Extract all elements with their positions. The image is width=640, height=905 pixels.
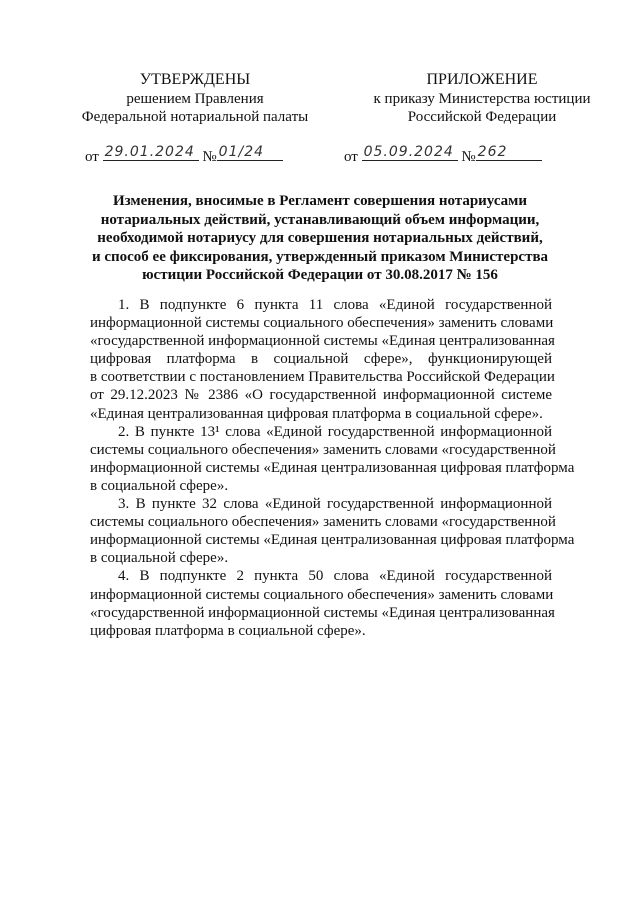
number-sign: № bbox=[202, 149, 217, 165]
text-line: информационной системы социального обеспечения» заменить словами bbox=[90, 586, 554, 603]
appendix-line: Российской Федерации bbox=[407, 109, 557, 125]
text-line: информационной системы «Единая централизованная цифровая платформа bbox=[90, 459, 575, 476]
text-line: 4. В подпункте 2 пункта 50 слова «Единой государственной bbox=[118, 568, 552, 585]
approval-block bbox=[65, 71, 325, 127]
date-prefix: от bbox=[344, 149, 358, 165]
text-line: от 29.12.2023 № 2386 «О государственной информационной системе bbox=[90, 387, 552, 404]
text-line: 1. В подпункте 6 пункта 11 слова «Единой государственной bbox=[118, 297, 552, 313]
handwritten-number: 262 bbox=[476, 145, 542, 161]
text-line: в соответствии с постановлением Правительства Российской Федерации bbox=[90, 369, 555, 386]
appendix-block bbox=[352, 71, 612, 127]
title-line: юстиции Российской Федерации от 30.08.2017 № 156 bbox=[142, 267, 498, 284]
appendix-date-line bbox=[344, 145, 542, 166]
paragraph-1 bbox=[90, 296, 555, 423]
text-line: информационной системы «Единая централизованная цифровая платформа bbox=[90, 532, 575, 549]
document-title bbox=[20, 192, 620, 285]
approval-heading: УТВЕРЖДЕНЫ bbox=[139, 71, 251, 88]
text-line: «Единая централизованная цифровая платформа в социальной сфере». bbox=[90, 405, 543, 422]
handwritten-date: 05.09.2024 bbox=[362, 145, 458, 161]
paragraph-2 bbox=[90, 423, 575, 495]
text-line: 2. В пункте 13¹ слова «Единой государственной информационной bbox=[118, 423, 552, 440]
appendix-line: к приказу Министерства юстиции bbox=[373, 90, 591, 107]
handwritten-date: 29.01.2024 bbox=[103, 145, 199, 161]
approval-line: решением Правления bbox=[126, 90, 264, 107]
text-line: системы социального обеспечения» заменить словами «государственной bbox=[90, 441, 556, 458]
text-line: «государственной информационной системы «Единая централизованная bbox=[90, 333, 555, 350]
text-line: «государственной информационной системы «Единая централизованная bbox=[90, 604, 555, 621]
document-body bbox=[90, 296, 575, 640]
text-line: цифровая платформа в социальной сфере». bbox=[90, 622, 366, 639]
number-sign: № bbox=[461, 149, 476, 165]
text-line: 3. В пункте 32 слова «Единой государственной информационной bbox=[118, 496, 552, 513]
approval-date-line bbox=[85, 145, 283, 166]
text-line: в социальной сфере». bbox=[90, 477, 229, 494]
handwritten-number: 01/24 bbox=[217, 145, 283, 161]
date-prefix: от bbox=[85, 149, 99, 165]
text-line: в социальной сфере». bbox=[90, 550, 229, 567]
text-line: информационной системы социального обеспечения» заменить словами bbox=[90, 315, 554, 332]
title-line: нотариальных действий, устанавливающий объем информации, bbox=[100, 211, 540, 228]
text-line: цифровая платформа в социальной сфере», функционирующей bbox=[90, 351, 552, 368]
approval-line: Федеральной нотариальной палаты bbox=[81, 109, 309, 125]
title-line: и способ ее фиксирования, утвержденный приказом Министерства bbox=[91, 248, 549, 265]
text-line: системы социального обеспечения» заменить словами «государственной bbox=[90, 514, 556, 531]
paragraph-4 bbox=[90, 567, 555, 639]
title-line: необходимой нотариусу для совершения нотариальных действий, bbox=[97, 230, 543, 247]
appendix-heading: ПРИЛОЖЕНИЕ bbox=[426, 71, 538, 88]
paragraph-3 bbox=[90, 495, 575, 567]
title-line: Изменения, вносимые в Регламент совершения нотариусами bbox=[112, 193, 528, 209]
